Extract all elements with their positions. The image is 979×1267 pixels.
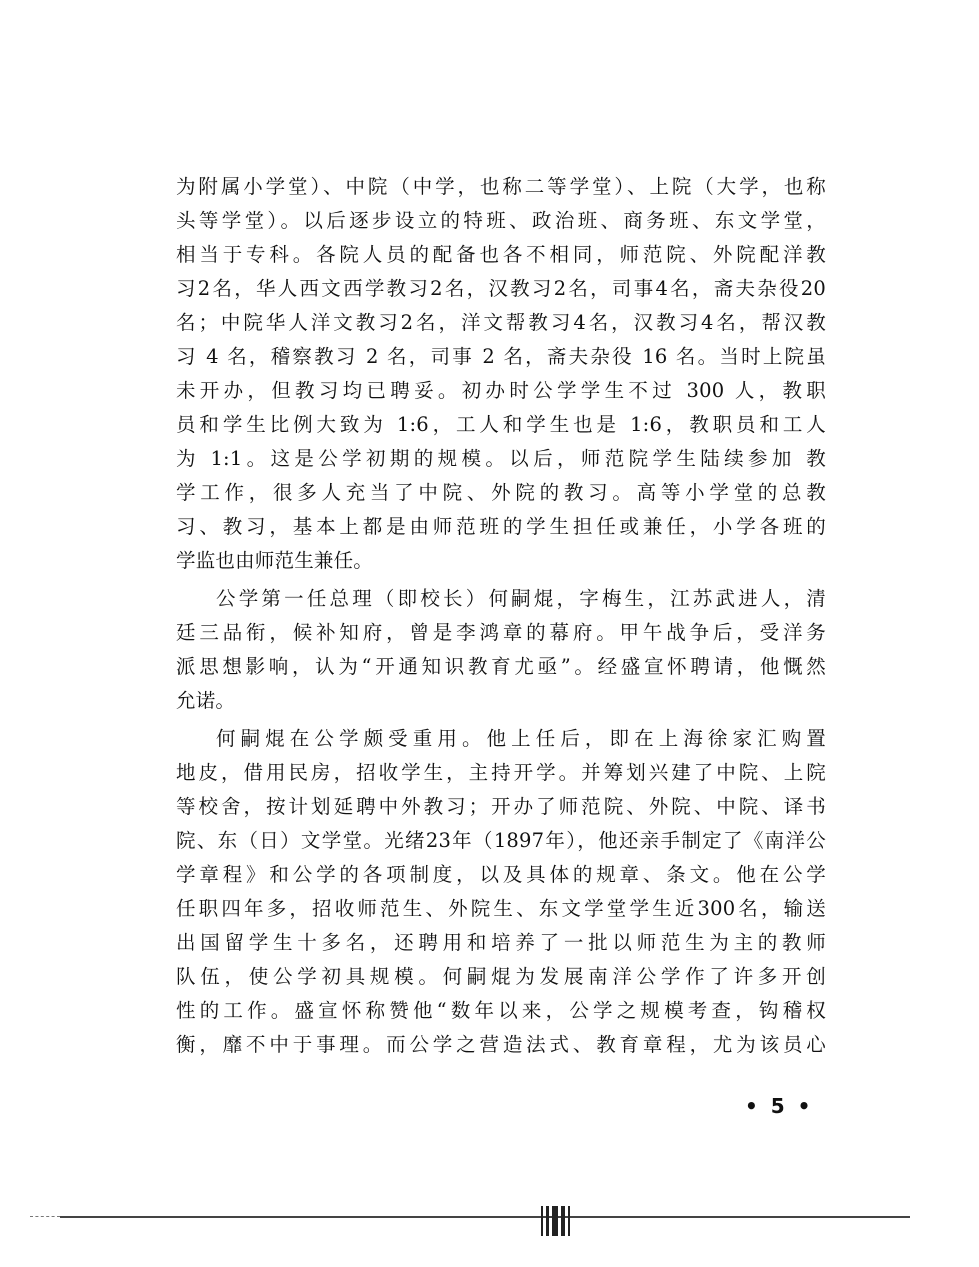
text-line: 学监也由师范生兼任。: [176, 549, 374, 572]
scan-bottom-rule: [60, 1216, 910, 1218]
text-line: 相当于专科。各院人员的配备也各不相同，师范院、外院配洋教: [176, 243, 826, 266]
paragraph-2: [176, 582, 826, 718]
text-line: 衡，靡不中于事理。而公学之营造法式、教育章程，尤为该员心: [176, 1033, 826, 1056]
text-line: 任职四年多，招收师范生、外院生、东文学堂学生近300名，输送: [176, 897, 826, 920]
text-line: 未开办，但教习均已聘妥。初办时公学学生不过 300 人，教职: [176, 379, 826, 402]
text-line: 等校舍，按计划延聘中外教习；开办了师范院、外院、中院、译书: [176, 795, 826, 818]
scan-edge-dashes: [30, 1216, 60, 1218]
text-line: 地皮，借用民房，招收学生，主持开学。并筹划兴建了中院、上院: [176, 761, 826, 784]
text-line: 习2名，华人西文西学教习2名，汉教习2名，司事4名，斋夫杂役20: [176, 277, 826, 300]
page-number: • 5 •: [745, 1094, 814, 1118]
body-text: [176, 170, 826, 1062]
text-line: 允诺。: [176, 689, 236, 712]
text-line: 为附属小学堂）、中院（中学，也称二等学堂）、上院（大学，也称: [176, 175, 826, 198]
text-line: 性的工作。盛宣怀称赞他“数年以来，公学之规模考查，钩稽权: [176, 999, 826, 1022]
text-line: 公学第一任总理（即校长）何嗣焜，字梅生，江苏武进人，清: [216, 587, 826, 610]
text-line: 出国留学生十多名，还聘用和培养了一批以师范生为主的教师: [176, 931, 826, 954]
text-line: 头等学堂）。以后逐步设立的特班、政治班、商务班、东文学堂，: [176, 209, 826, 232]
text-line: 何嗣焜在公学颇受重用。他上任后，即在上海徐家汇购置: [216, 727, 826, 750]
text-line: 院、东（日）文学堂。光绪23年（1897年），他还亲手制定了《南洋公: [176, 829, 826, 852]
text-line: 员和学生比例大致为 1:6，工人和学生也是 1:6，教职员和工人: [176, 413, 826, 436]
text-line: 廷三品衔，候补知府，曾是李鸿章的幕府。甲午战争后，受洋务: [176, 621, 826, 644]
text-line: 派思想影响，认为“开通知识教育尤亟”。经盛宣怀聘请，他慨然: [176, 655, 826, 678]
text-line: 学章程》和公学的各项制度，以及具体的规章、条文。他在公学: [176, 863, 826, 886]
paragraph-3: [176, 722, 826, 1062]
binding-marks: [541, 1206, 573, 1236]
text-line: 为 1:1。这是公学初期的规模。以后，师范院学生陆续参加 教: [176, 447, 826, 470]
text-line: 队伍，使公学初具规模。何嗣焜为发展南洋公学作了许多开创: [176, 965, 826, 988]
text-line: 习、教习，基本上都是由师范班的学生担任或兼任，小学各班的: [176, 515, 826, 538]
paragraph-1: [176, 170, 826, 578]
text-line: 习 4 名，稽察教习 2 名，司事 2 名，斋夫杂役 16 名。当时上院虽: [176, 345, 826, 368]
text-line: 学工作，很多人充当了中院、外院的教习。高等小学堂的总教: [176, 481, 826, 504]
text-line: 名；中院华人洋文教习2名，洋文帮教习4名，汉教习4名，帮汉教: [176, 311, 826, 334]
